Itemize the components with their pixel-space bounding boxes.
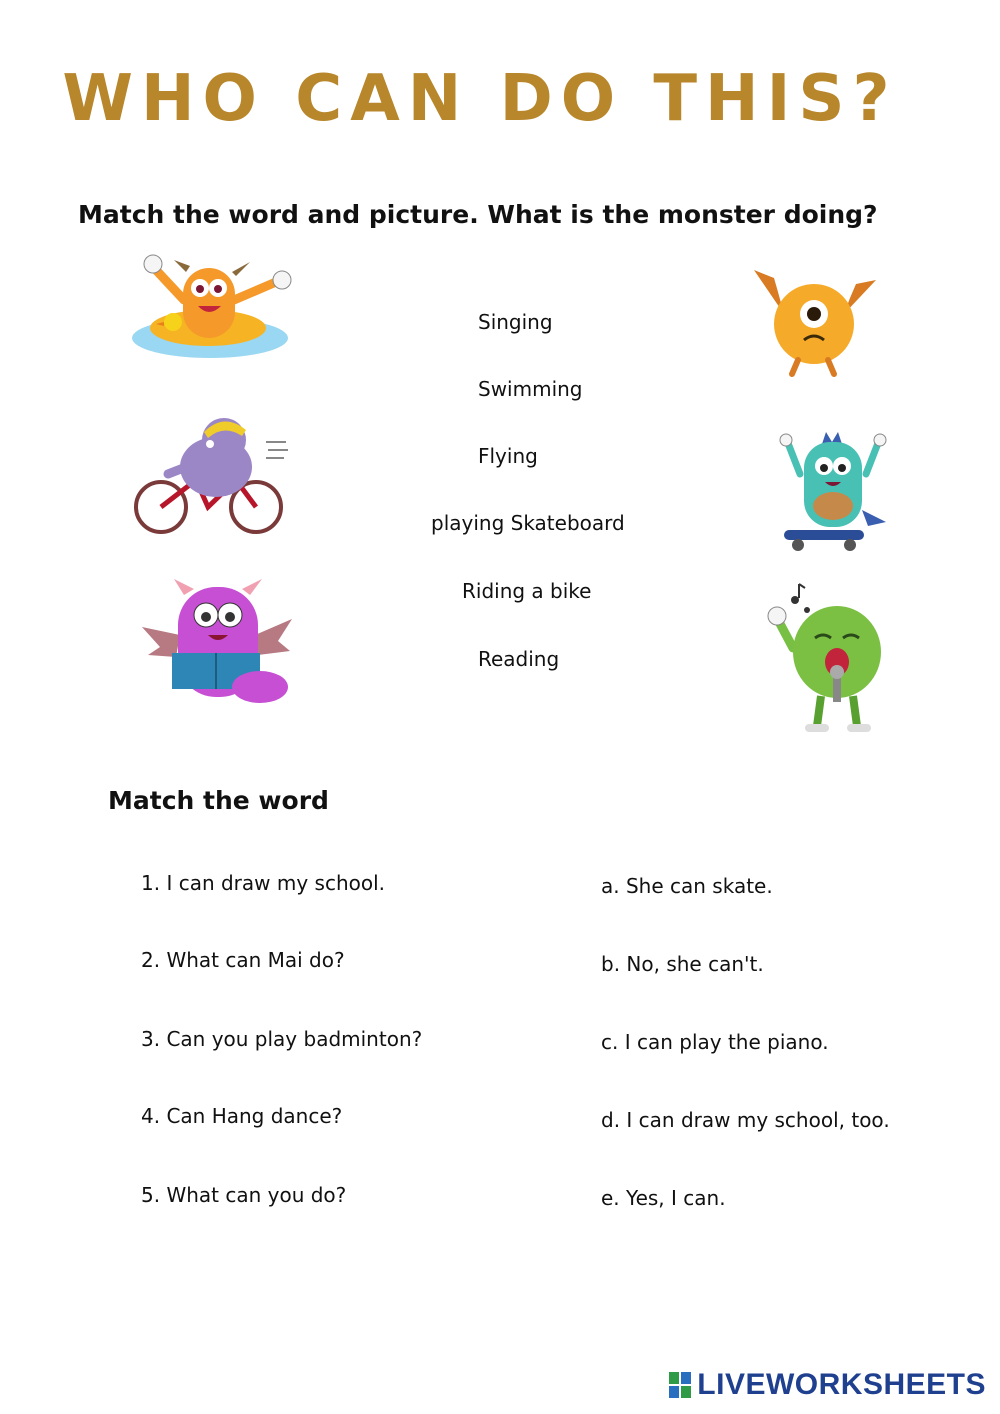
- question-item: 2. What can Mai do?: [141, 948, 345, 972]
- question-item: 5. What can you do?: [141, 1183, 347, 1207]
- flying-monster-image: [748, 262, 880, 377]
- question-item: 1. I can draw my school.: [141, 871, 386, 895]
- answer-item: e. Yes, I can.: [601, 1186, 726, 1210]
- word-item: Swimming: [478, 377, 583, 401]
- word-item: Flying: [478, 444, 538, 468]
- answer-item: a. She can skate.: [601, 874, 773, 898]
- skateboard-monster-image: [778, 430, 888, 555]
- brand-text: LIVEWORKSHEETS: [697, 1368, 986, 1401]
- word-item: playing Skateboard: [431, 511, 625, 535]
- singing-monster-image: [765, 588, 890, 740]
- answer-item: c. I can play the piano.: [601, 1030, 829, 1054]
- question-item: 3. Can you play badminton?: [141, 1027, 423, 1051]
- word-item: Reading: [478, 647, 560, 671]
- brand-footer: [669, 1368, 986, 1402]
- swimming-monster-image: [128, 250, 303, 365]
- answer-item: d. I can draw my school, too.: [601, 1108, 890, 1132]
- word-item: Riding a bike: [462, 579, 592, 603]
- section-heading-match-word: Match the word: [108, 786, 329, 815]
- section-heading-match-picture: Match the word and picture. What is the monster doing?: [78, 200, 878, 229]
- page-title: WHO CAN DO THIS?: [62, 62, 898, 136]
- word-item: Singing: [478, 310, 553, 334]
- reading-monster-image: [140, 575, 295, 710]
- question-item: 4. Can Hang dance?: [141, 1104, 343, 1128]
- liveworksheets-logo-icon: [669, 1372, 691, 1398]
- riding-bike-monster-image: [126, 412, 291, 532]
- answer-item: b. No, she can't.: [601, 952, 764, 976]
